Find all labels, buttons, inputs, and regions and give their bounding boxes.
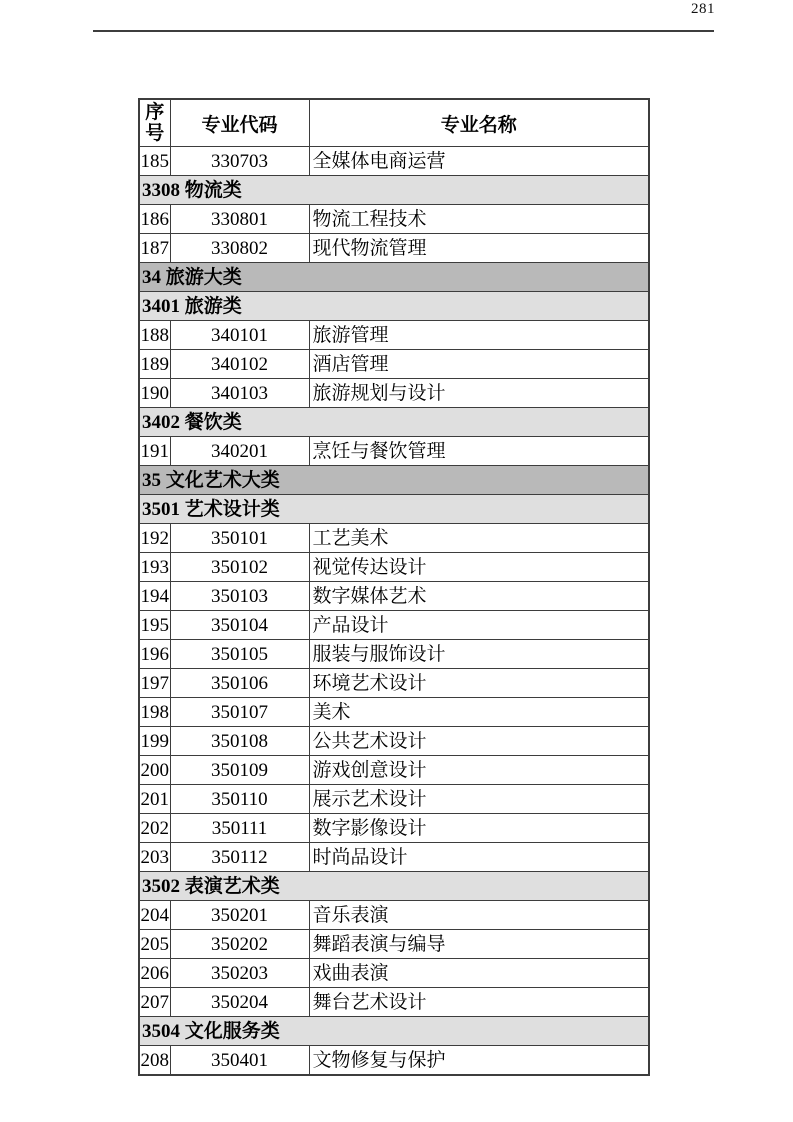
cell-major-name: 游戏创意设计 <box>309 756 649 785</box>
cell-serial: 195 <box>139 611 170 640</box>
cell-major-code: 340102 <box>170 350 309 379</box>
cell-major-code: 350109 <box>170 756 309 785</box>
cell-major-name: 旅游管理 <box>309 321 649 350</box>
section-row-category <box>139 263 649 292</box>
cell-serial: 185 <box>139 147 170 176</box>
section-row-subcategory <box>139 176 649 205</box>
table-row <box>139 814 649 843</box>
cell-major-code: 350103 <box>170 582 309 611</box>
cell-serial: 196 <box>139 640 170 669</box>
cell-major-name: 物流工程技术 <box>309 205 649 234</box>
cell-major-name: 数字影像设计 <box>309 814 649 843</box>
cell-major-code: 340103 <box>170 379 309 408</box>
cell-major-code: 330703 <box>170 147 309 176</box>
cell-serial: 191 <box>139 437 170 466</box>
cell-serial: 206 <box>139 959 170 988</box>
section-row-subcategory <box>139 1017 649 1046</box>
cell-major-code: 340201 <box>170 437 309 466</box>
cell-major-code: 350105 <box>170 640 309 669</box>
cell-major-name: 文物修复与保护 <box>309 1046 649 1076</box>
cell-major-name: 数字媒体艺术 <box>309 582 649 611</box>
cell-serial: 187 <box>139 234 170 263</box>
cell-serial: 199 <box>139 727 170 756</box>
table-row <box>139 350 649 379</box>
column-header-major-code: 专业代码 <box>170 99 309 147</box>
cell-serial: 194 <box>139 582 170 611</box>
cell-serial: 197 <box>139 669 170 698</box>
cell-serial: 200 <box>139 756 170 785</box>
cell-major-name: 环境艺术设计 <box>309 669 649 698</box>
cell-major-code: 350204 <box>170 988 309 1017</box>
table-row <box>139 437 649 466</box>
cell-major-name: 全媒体电商运营 <box>309 147 649 176</box>
page-number: 281 <box>691 1 715 17</box>
cell-major-name: 舞台艺术设计 <box>309 988 649 1017</box>
table-row <box>139 234 649 263</box>
cell-serial: 193 <box>139 553 170 582</box>
cell-major-code: 350202 <box>170 930 309 959</box>
table-row <box>139 843 649 872</box>
section-label: 3402 餐饮类 <box>139 408 649 437</box>
cell-major-name: 产品设计 <box>309 611 649 640</box>
section-row-category <box>139 466 649 495</box>
column-header-major-name: 专业名称 <box>309 99 649 147</box>
table-header-row <box>139 99 649 147</box>
table-row <box>139 1046 649 1076</box>
majors-table <box>138 98 650 1076</box>
table-row <box>139 785 649 814</box>
table-row <box>139 379 649 408</box>
cell-major-name: 戏曲表演 <box>309 959 649 988</box>
table-row <box>139 988 649 1017</box>
cell-serial: 189 <box>139 350 170 379</box>
table-row <box>139 640 649 669</box>
cell-serial: 201 <box>139 785 170 814</box>
section-row-subcategory <box>139 872 649 901</box>
cell-major-code: 350107 <box>170 698 309 727</box>
cell-major-code: 350111 <box>170 814 309 843</box>
cell-major-code: 350101 <box>170 524 309 553</box>
section-label: 3501 艺术设计类 <box>139 495 649 524</box>
table-row <box>139 553 649 582</box>
cell-major-code: 350104 <box>170 611 309 640</box>
cell-major-name: 美术 <box>309 698 649 727</box>
table-row <box>139 611 649 640</box>
cell-major-code: 350102 <box>170 553 309 582</box>
cell-major-code: 350106 <box>170 669 309 698</box>
section-row-subcategory <box>139 408 649 437</box>
table-row <box>139 901 649 930</box>
table-row <box>139 669 649 698</box>
cell-serial: 192 <box>139 524 170 553</box>
page-header-rule <box>93 30 714 32</box>
table-row <box>139 959 649 988</box>
table-row <box>139 756 649 785</box>
cell-major-code: 350203 <box>170 959 309 988</box>
cell-major-name: 舞蹈表演与编导 <box>309 930 649 959</box>
cell-major-name: 视觉传达设计 <box>309 553 649 582</box>
section-label: 3308 物流类 <box>139 176 649 205</box>
table-row <box>139 524 649 553</box>
cell-major-name: 工艺美术 <box>309 524 649 553</box>
section-label: 34 旅游大类 <box>139 263 649 292</box>
cell-major-code: 350201 <box>170 901 309 930</box>
section-row-subcategory <box>139 495 649 524</box>
section-label: 3401 旅游类 <box>139 292 649 321</box>
cell-serial: 204 <box>139 901 170 930</box>
majors-table-container <box>138 98 650 1076</box>
table-row <box>139 727 649 756</box>
cell-serial: 202 <box>139 814 170 843</box>
cell-serial: 190 <box>139 379 170 408</box>
cell-major-name: 音乐表演 <box>309 901 649 930</box>
cell-serial: 207 <box>139 988 170 1017</box>
cell-major-code: 330801 <box>170 205 309 234</box>
table-row <box>139 698 649 727</box>
table-row <box>139 205 649 234</box>
cell-major-name: 服装与服饰设计 <box>309 640 649 669</box>
cell-major-code: 330802 <box>170 234 309 263</box>
cell-serial: 198 <box>139 698 170 727</box>
table-row <box>139 147 649 176</box>
cell-serial: 205 <box>139 930 170 959</box>
table-row <box>139 930 649 959</box>
column-header-serial: 序号 <box>139 99 170 147</box>
cell-major-code: 350108 <box>170 727 309 756</box>
cell-major-name: 现代物流管理 <box>309 234 649 263</box>
cell-serial: 186 <box>139 205 170 234</box>
cell-major-name: 时尚品设计 <box>309 843 649 872</box>
cell-serial: 208 <box>139 1046 170 1076</box>
table-row <box>139 321 649 350</box>
cell-major-name: 酒店管理 <box>309 350 649 379</box>
section-label: 35 文化艺术大类 <box>139 466 649 495</box>
table-body <box>139 147 649 1076</box>
cell-serial: 203 <box>139 843 170 872</box>
section-label: 3502 表演艺术类 <box>139 872 649 901</box>
cell-major-name: 烹饪与餐饮管理 <box>309 437 649 466</box>
cell-major-code: 350110 <box>170 785 309 814</box>
cell-major-name: 旅游规划与设计 <box>309 379 649 408</box>
section-row-subcategory <box>139 292 649 321</box>
section-label: 3504 文化服务类 <box>139 1017 649 1046</box>
cell-major-code: 340101 <box>170 321 309 350</box>
cell-major-code: 350401 <box>170 1046 309 1076</box>
cell-major-code: 350112 <box>170 843 309 872</box>
cell-major-name: 展示艺术设计 <box>309 785 649 814</box>
table-row <box>139 582 649 611</box>
cell-serial: 188 <box>139 321 170 350</box>
cell-major-name: 公共艺术设计 <box>309 727 649 756</box>
